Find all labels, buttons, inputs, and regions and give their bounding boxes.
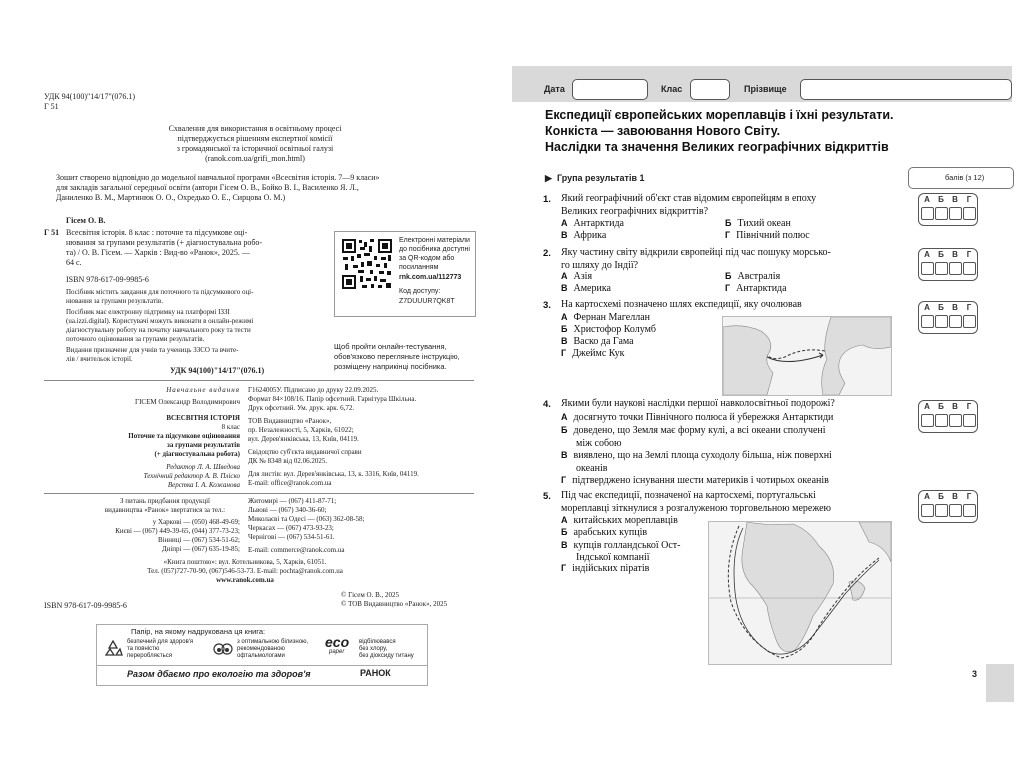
option-g[interactable]: Г підтверджено існування шести материків і чотирьох океанів xyxy=(561,475,829,486)
page-title-2: Конкіста — завоювання Нового Світу. xyxy=(545,124,781,138)
ranok-logo: РАНОК xyxy=(360,668,391,678)
option-a[interactable]: А Азія xyxy=(561,271,593,282)
eyes-icon xyxy=(213,639,233,659)
program-text: Зошит створено відповідно до модельної навчальної програми «Всесвітня історія. 7—9 класи» для закладів загальної середньої освіти (автори Гісем О. В., Бойко В. І., Василенко Я. Л., Даниленко В. М., Мартинюк О. О., Охредько О. Е., Сирцова О. М.) xyxy=(56,173,380,202)
question-number: 1. xyxy=(543,194,551,205)
page-number: 3 xyxy=(972,669,978,679)
book-title: ВСЕСВІТНЯ ІСТОРІЯ 8 клас Поточне та підсумкове оцінювання за групами результатів (+ діагностувальна робота) xyxy=(128,414,240,458)
divider-1 xyxy=(44,380,474,381)
question-number: 4. xyxy=(543,399,551,410)
arrow-icon: ▶ xyxy=(545,173,552,183)
answer-grid-q3[interactable]: А Б В Г xyxy=(918,301,978,334)
purchase-info: З питань придбання продукції видавництва «Ранок» звертатися за тел.: xyxy=(104,497,226,514)
option-v[interactable]: В Америка xyxy=(561,283,611,294)
question-text: Яку частину світу відкрили європейці під час пошуку морсько- го шляху до Індії? xyxy=(561,247,831,271)
qr-box xyxy=(334,231,476,317)
group-heading: ▶ Група результатів 1 xyxy=(545,173,645,183)
option-v[interactable]: В Васко да Гама xyxy=(561,336,634,347)
author-full: ГІСЕМ Олександр Володимирович xyxy=(135,398,240,406)
surname-label: Прізвище xyxy=(744,84,787,94)
edition-label: Навчальне видання xyxy=(166,386,240,394)
approval-text: Схвалення для використання в освітньому процесі підтверджується рішенням експертної комісії з громадянської та історичної освітньої галузі (ranok.com.ua/grifi_mon.html) xyxy=(168,124,342,163)
option-g[interactable]: Г Антарктида xyxy=(725,283,787,294)
page-title-1: Експедиції європейських мореплавців і їхні результати. xyxy=(545,108,894,122)
option-g[interactable]: Г Північний полюс xyxy=(725,230,810,241)
print-info: Г1624005У. Підписано до друку 22.09.2025. Формат 84×108/16. Папір офсетний. Гарнітура Шкільна. Друк офсетний. Ум. друк. арк. 6,72. ТОВ Видавництво «Ранок», пр. Незалежності, 5, Харків, 61022; вул. Дерев'янківська, 13, Київ, 04119. Свідоцтво суб'єкта видавничої справи ДК № 8348 від 02.06.2025. Для листів: вул. Дерев'янківська, 13, к. 3316, Київ, 04119. E-mail: office@ranok.com.ua xyxy=(248,386,419,487)
eco-heading: Папір, на якому надрукована ця книга: xyxy=(131,627,266,636)
answer-grid-q4[interactable]: А Б В Г xyxy=(918,400,978,433)
question-number: 3. xyxy=(543,300,551,311)
option-v[interactable]: В купців голландської Ост- Індської компанії xyxy=(561,540,681,563)
question-number: 5. xyxy=(543,491,551,502)
question-text: Який географічний об'єкт став відомим європейцям в епоху Великих географічних відкриттів? xyxy=(561,193,817,217)
date-label: Дата xyxy=(544,84,565,94)
option-g[interactable]: Г Джеймс Кук xyxy=(561,348,625,359)
copyright: © Гісем О. В., 2025 © ТОВ Видавництво «Ранок», 2025 xyxy=(341,591,448,608)
qr-note: Щоб пройти онлайн-тестування, обов'язково перегляньте інструкцію, розміщену наприкінці посібника. xyxy=(334,342,460,371)
eco-paper-logo-sub: paper xyxy=(329,649,345,655)
qr-link[interactable]: rnk.com.ua/112773 xyxy=(399,274,462,281)
option-v[interactable]: В Африка xyxy=(561,230,607,241)
page-title-3: Наслідки та значення Великих географічних відкриттів xyxy=(545,140,889,154)
access-code: Z7DUUUR7QK8T xyxy=(399,298,455,305)
udk-code-2: УДК 94(100)"14/17"(076.1) xyxy=(170,366,265,375)
option-a[interactable]: А китайських мореплавців xyxy=(561,515,678,526)
map-atlantic xyxy=(722,316,892,396)
option-a[interactable]: А Антарктида xyxy=(561,218,624,229)
option-a[interactable]: А Фернан Магеллан xyxy=(561,312,650,323)
eco-paper-logo: eco xyxy=(325,634,350,650)
bibliographic-record: Всесвітня історія. 8 клас : поточне та підсумкове оці- нювання за групами результатів (+ діагностувальна робо- та) / О. В. Гісем. — Харків : Вид-во «Ранок», 2025. — 64 с. xyxy=(66,228,263,267)
option-a[interactable]: А досягнуто точки Північного полюса й убережжя Антарктиди xyxy=(561,412,834,423)
eco-note-1: безпечний для здоров'я та повністю переробляється xyxy=(127,639,194,659)
question-number: 2. xyxy=(543,248,551,259)
score-label: балів (з 12) xyxy=(945,173,985,182)
commerce-email[interactable]: E-mail: commerce@ranok.com.ua xyxy=(248,546,345,554)
page-number-tab xyxy=(986,664,1014,702)
class-label: Клас xyxy=(661,84,683,94)
divider-2 xyxy=(44,493,474,494)
class-field[interactable] xyxy=(690,79,730,100)
udk-code: УДК 94(100)"14/17"(076.1) xyxy=(44,92,136,101)
option-b[interactable]: Б арабських купців xyxy=(561,527,648,538)
option-b[interactable]: Б доведено, що Земля має форму кулі, а всі океани сполучені між собою xyxy=(561,425,826,449)
qr-code-icon[interactable] xyxy=(341,238,393,290)
option-b[interactable]: Б Австралія xyxy=(725,271,781,282)
score-box[interactable] xyxy=(908,167,1014,189)
access-code-label: Код доступу: xyxy=(399,288,441,295)
surname-field[interactable] xyxy=(800,79,1012,100)
author-heading: Гісем О. В. xyxy=(66,216,106,225)
question-text: Якими були наукові наслідки першої навколосвітньої подорожі? xyxy=(561,398,835,409)
option-b[interactable]: Б Христофор Колумб xyxy=(561,324,657,335)
description: Посібник містить завдання для поточного та підсумкового оці- нювання за групами результатів. Посібник має електронну підтримку на платформі IЗЗI (ua.izzi.digital). Користувачі можуть виконати в онлайн-режимі діагностувальну роботу на початку навчального року та тести поточного оцінювання за групами результатів. Видання призначене для учнів та учениць ЗЗСО та вчите- лів / вчительок історії. xyxy=(66,288,254,363)
isbn-bottom: ISBN 978-617-09-9985-6 xyxy=(44,601,127,610)
recycle-icon xyxy=(103,639,123,659)
date-field[interactable] xyxy=(572,79,648,100)
answer-grid-q1[interactable]: А Б В Г xyxy=(918,193,978,226)
phones-right: Житомирі — (067) 411-87-71; Львові — (067) 340-36-60; Миколаєві та Одесі — (063) 362-08-58; Черкасах — (067) 473-93-23; Чернігові — (067) 534-51-61. xyxy=(248,497,365,541)
map-africa xyxy=(708,521,892,665)
answer-grid-q5[interactable]: А Б В Г xyxy=(918,490,978,523)
isbn-record: ISBN 978-617-09-9985-6 xyxy=(66,275,149,284)
g51-code: Г 51 xyxy=(44,102,59,111)
option-b[interactable]: Б Тихий океан xyxy=(725,218,791,229)
question-text: На картосхемі позначено шлях експедиції, яку очолював xyxy=(561,299,802,310)
phones-left: у Харкові — (050) 468-49-69; Києві — (067) 449-39-65, (044) 377-73-23; Вінниці — (067) 534-51-62; Дніпрі — (067) 635-19-85; xyxy=(115,518,240,553)
eco-note-3: відбілювався без хлору, без діоксиду титану xyxy=(359,639,414,659)
option-g[interactable]: Г індійських піратів xyxy=(561,563,650,574)
qr-description: Електронні матеріали до посібника доступні за QR-кодом або посиланням xyxy=(399,237,470,271)
option-v[interactable]: В виявлено, що на Землі площа суходолу більша, ніж поверхні океанів xyxy=(561,450,832,474)
eco-note-2: з оптимальною білизною, рекомендованою офтальмологами xyxy=(237,639,309,659)
eco-slogan: Разом дбаємо про екологію та здоров'я xyxy=(127,669,311,679)
g51-code-2: Г 51 xyxy=(44,228,60,237)
mail-order: «Книга поштою»: вул. Котельникова, 5, Харків, 61051. Тел. (057)727-70-90, (067)546-53-73. E-mail: pochta@ranok.com.ua www.ranok.com.ua xyxy=(147,558,343,584)
answer-grid-q2[interactable]: А Б В Г xyxy=(918,248,978,281)
credits: Редактор Л. А. Шведова Технічний редактор А. В. Пліско Верстка І. А. Кожанова xyxy=(143,463,240,489)
question-text: Під час експедиції, позначеної на картосхемі, португальські мореплавці зіткнулися з розгалуженою торговельною мережею xyxy=(561,490,832,514)
